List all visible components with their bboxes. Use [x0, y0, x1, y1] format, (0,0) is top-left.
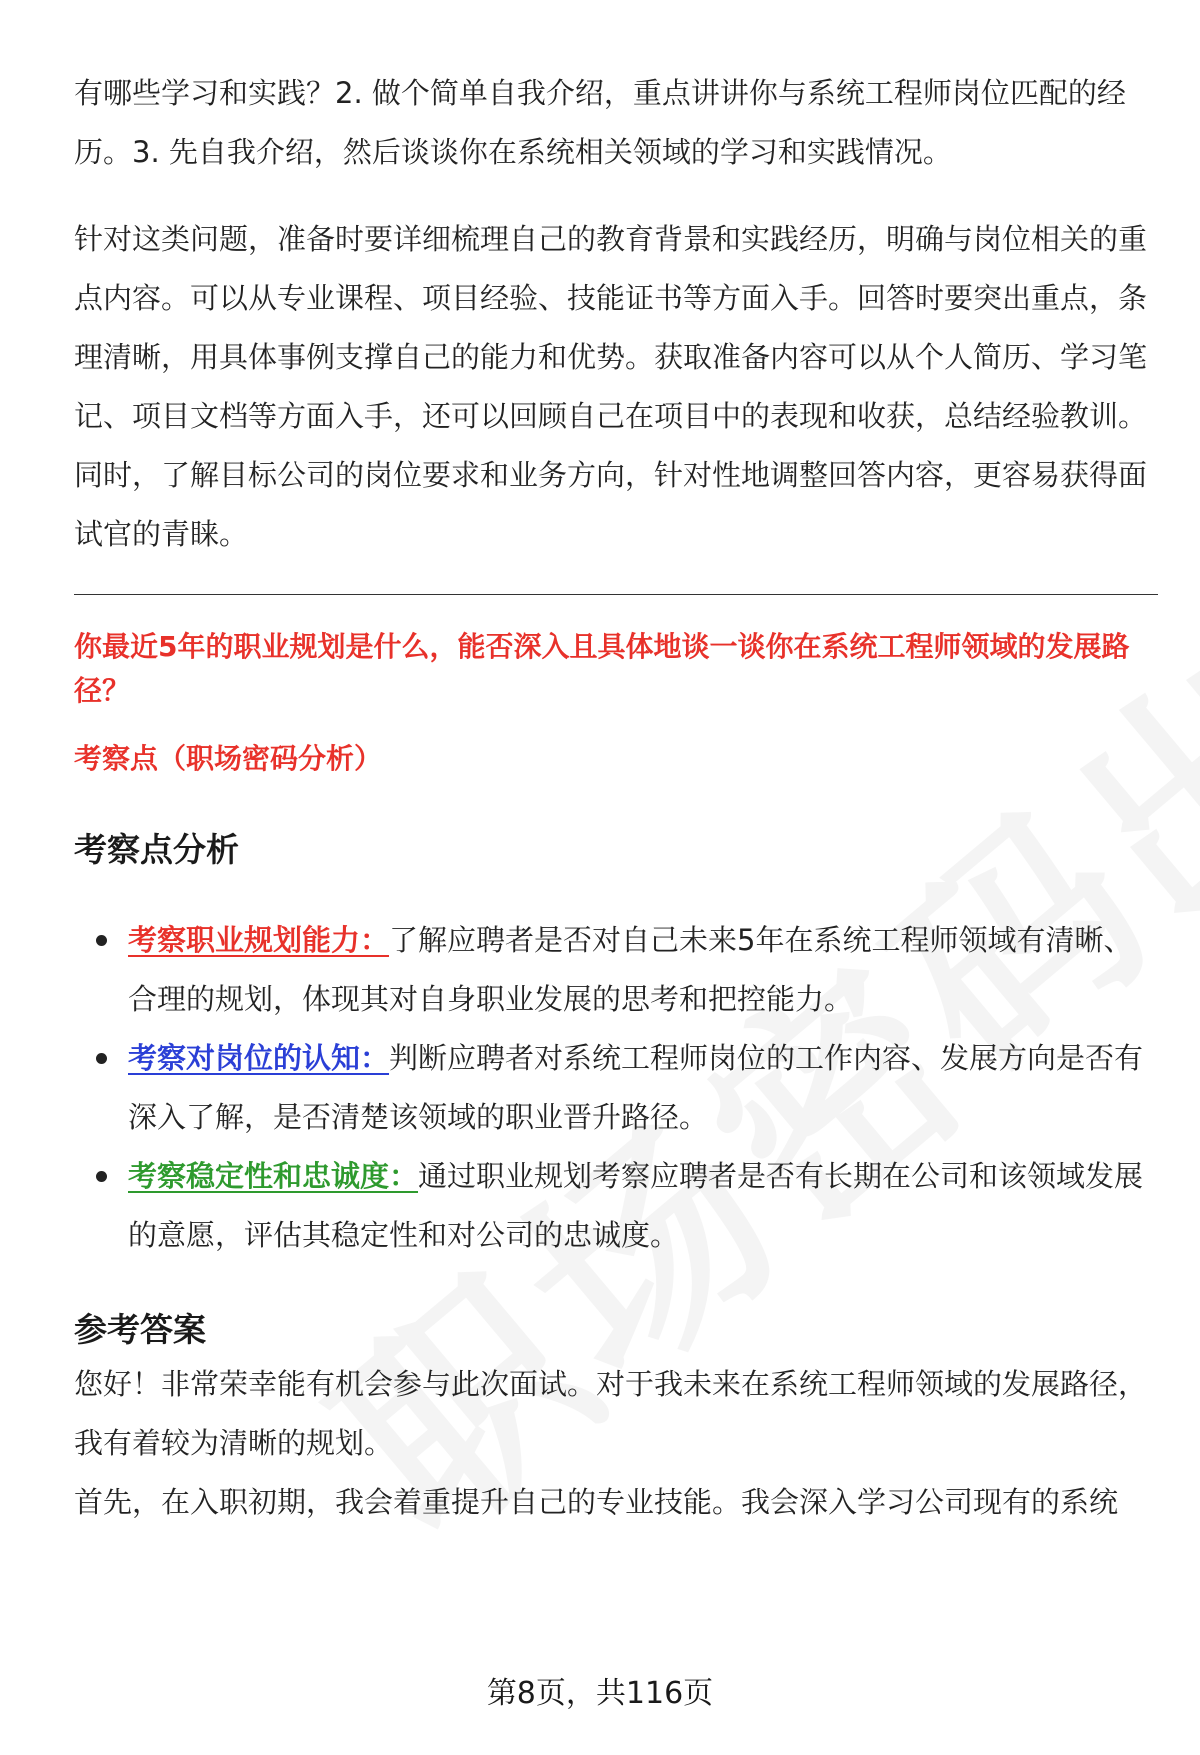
- document-body: [74, 64, 1154, 1532]
- paragraph-advice: 针对这类问题，准备时要详细梳理自己的教育背景和实践经历，明确与岗位相关的重点内容。可以从专业课程、项目经验、技能证书等方面入手。回答时要突出重点，条理清晰，用具体事例支撑自己的能力和优势。获取准备内容可以从个人简历、学习笔记、项目文档等方面入手，还可以回顾自己在项目中的表现和收获，总结经验教训。同时，了解目标公司的岗位要求和业务方向，针对性地调整回答内容，更容易获得面试官的青睐。: [74, 222, 1148, 551]
- list-item: [74, 911, 1154, 1029]
- point-tag: 考察对岗位的认知：: [128, 1041, 390, 1075]
- bullet-icon: [96, 935, 107, 946]
- bullet-icon: [96, 1053, 107, 1064]
- page-number: 第8页，共116页: [486, 1676, 714, 1711]
- analysis-points: [74, 911, 1154, 1265]
- paragraph-intro: 有哪些学习和实践？2. 做个简单自我介绍，重点讲讲你与系统工程师岗位匹配的经历。3. 先自我介绍，然后谈谈你在系统相关领域的学习和实践情况。: [74, 76, 1126, 169]
- point-tag: 考察稳定性和忠诚度：: [128, 1159, 419, 1193]
- point-text: 了解应聘者是否对自己未来5年在系统工程师领域有清晰、合理的规划，体现其对自身职业发展的思考和把控能力。: [128, 923, 1133, 1016]
- analysis-heading: 考察点分析: [74, 830, 239, 869]
- bullet-icon: [96, 1171, 107, 1182]
- analysis-label: 考察点（职场密码分析）: [74, 742, 383, 775]
- interview-question: 你最近5年的职业规划是什么，能否深入且具体地谈一谈你在系统工程师领域的发展路径？: [74, 630, 1130, 707]
- answer-paragraph-2: 首先，在入职初期，我会着重提升自己的专业技能。我会深入学习公司现有的系统: [74, 1485, 1119, 1519]
- answer-heading: 参考答案: [74, 1310, 206, 1349]
- point-text: 判断应聘者对系统工程师岗位的工作内容、发展方向是否有深入了解，是否清楚该领域的职业晋升路径。: [128, 1041, 1144, 1134]
- list-item: [74, 1147, 1154, 1265]
- point-text: 通过职业规划考察应聘者是否有长期在公司和该领域发展的意愿，评估其稳定性和对公司的忠诚度。: [128, 1159, 1144, 1252]
- answer-paragraph-1: 您好！非常荣幸能有机会参与此次面试。对于我未来在系统工程师领域的发展路径，我有着较为清晰的规划。: [74, 1367, 1148, 1460]
- section-divider: [74, 594, 1158, 595]
- point-tag: 考察职业规划能力：: [128, 923, 390, 957]
- list-item: [74, 1029, 1154, 1147]
